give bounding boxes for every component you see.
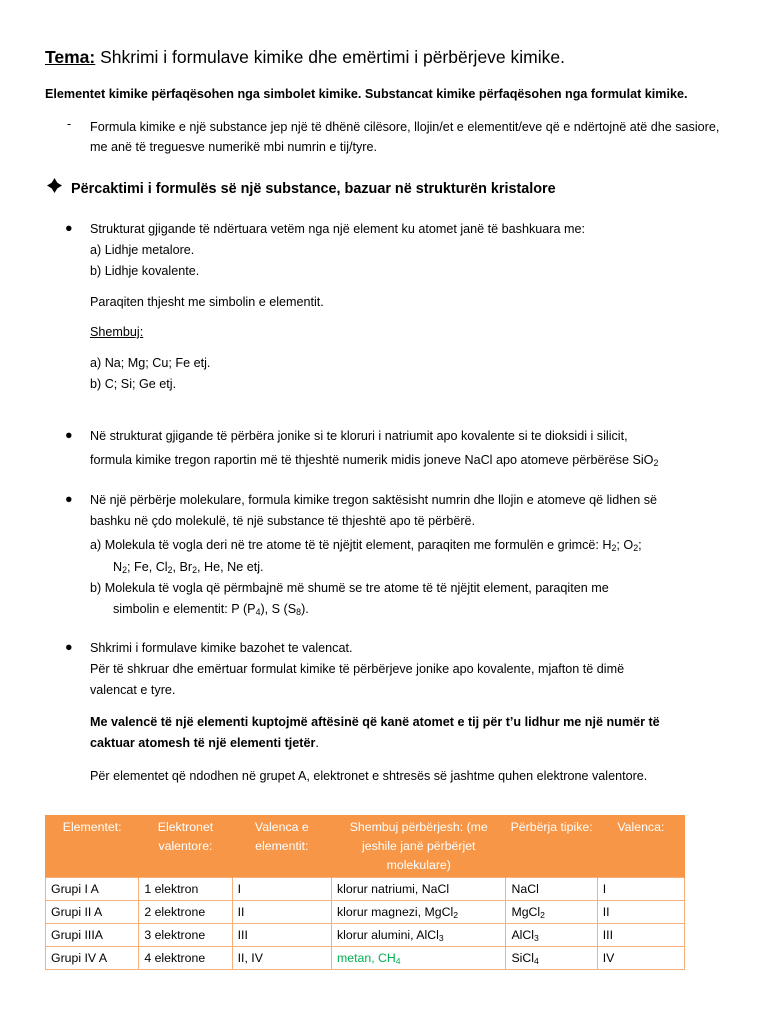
typical-sub: 2: [540, 910, 545, 921]
bullet-icon: ●: [65, 492, 73, 506]
b3-b2-text: ).: [301, 602, 309, 616]
b3-a-text: a) Molekula të vogla deri në tre atome të të njëjtit element, paraqiten me formulën e grimcë: H: [90, 538, 612, 552]
electrons-cell: 4 elektrone: [139, 947, 232, 970]
bullet-icon: ●: [65, 640, 73, 654]
typical-sub: 3: [534, 933, 539, 944]
example-b: b) C; Si; Ge etj.: [90, 377, 177, 391]
example-a: a) Na; Mg; Cu; Fe etj.: [90, 356, 211, 370]
b4-bold-line1: Me valencë të një elementi kuptojmë aftësinë që kanë atomet e tij për t’u lidhur me një numër të: [90, 715, 660, 729]
electrons-cell: 1 elektron: [139, 878, 232, 901]
example-sub: 2: [453, 910, 458, 921]
b3-b-line1: b) Molekula të vogla që përmbajnë më shumë se tre atome të të njëjtit element, paraqiten me: [90, 581, 609, 595]
bullet-icon: ●: [65, 428, 73, 442]
b3-b-line2: [113, 599, 309, 619]
group-cell: Grupi II A: [46, 901, 139, 924]
table-row: [46, 924, 685, 947]
header-cell: Valenca e elementit:: [232, 815, 331, 878]
b3-a-line1: [90, 535, 642, 555]
electrons-cell: 2 elektrone: [139, 901, 232, 924]
b3-a-sub: 2: [633, 543, 639, 554]
electrons-cell: 3 elektrone: [139, 924, 232, 947]
b3-b2-text: ), S (S: [260, 602, 297, 616]
b1-intro: Strukturat gjigande të ndërtuara vetëm nga një element ku atomet janë të bashkuara me:: [90, 222, 585, 236]
typical-cell: [506, 878, 597, 901]
example-sub: 4: [395, 956, 401, 967]
table-row: [46, 947, 685, 970]
b2-line2-sub: 2: [653, 458, 659, 469]
group-cell: Grupi I A: [46, 878, 139, 901]
header-cell: Shembuj përbërjesh: (me jeshile janë përbërjet molekulare): [332, 815, 506, 878]
typical-text: AlCl: [511, 928, 535, 942]
header-cell: Përbërja tipike:: [506, 815, 597, 878]
group-cell: Grupi IIIA: [46, 924, 139, 947]
example-cell: [332, 924, 506, 947]
table-header-row: [46, 815, 685, 878]
typical-text: NaCl: [511, 882, 539, 896]
diamond-bullet-icon: [47, 178, 63, 197]
typical-cell: [506, 901, 597, 924]
dash-marker: -: [67, 117, 72, 131]
valence2-cell: II: [597, 901, 684, 924]
section-heading: [47, 178, 556, 197]
title-label: Tema:: [45, 47, 96, 67]
b4-line3: valencat e tyre.: [90, 683, 176, 697]
b3-a-sub: 2: [611, 543, 617, 554]
b3-a2-text: , Br: [172, 560, 193, 574]
group-cell: Grupi IV A: [46, 947, 139, 970]
valence-cell: II, IV: [232, 947, 331, 970]
lead-paragraph: Elementet kimike përfaqësohen nga simbolet kimike. Substancat kimike përfaqësohen nga formulat kimike.: [45, 87, 688, 101]
b3-a2-sub: 2: [122, 565, 128, 576]
valence2-cell: III: [597, 924, 684, 947]
b4-line2: Për të shkruar dhe emërtuar formulat kimike të përbërjeve jonike apo kovalente, mjafton të dimë: [90, 662, 625, 676]
bullet-icon: ●: [65, 221, 73, 235]
valence-cell: I: [232, 878, 331, 901]
header-cell: Valenca:: [597, 815, 684, 878]
b3-a2-text: ; Fe, Cl: [127, 560, 168, 574]
b1-a: a) Lidhje metalore.: [90, 243, 195, 257]
example-text: klorur natriumi, NaCl: [337, 882, 450, 896]
valence2-cell: IV: [597, 947, 684, 970]
typical-cell: [506, 947, 597, 970]
valence-cell: II: [232, 901, 331, 924]
section-heading-text: Përcaktimi i formulës së një substance, bazuar në strukturën kristalore: [71, 181, 556, 197]
examples-label: Shembuj:: [90, 325, 144, 339]
example-cell: [332, 901, 506, 924]
b2-line1: Në strukturat gjigande të përbëra jonike si te kloruri i natriumit apo kovalente si te dioksidi i silicit,: [90, 429, 628, 443]
b4-bold-line2: [90, 733, 319, 753]
valence2-cell: I: [597, 878, 684, 901]
typical-text: MgCl: [511, 905, 541, 919]
example-cell-molecular: [332, 947, 506, 970]
b3-a2-text: , He, Ne etj.: [197, 560, 264, 574]
title-text: Shkrimi i formulave kimike dhe emërtimi i përbërjeve kimike.: [95, 47, 565, 67]
b2-line2-text: formula kimike tregon raportin më të thjeshtë numerik midis joneve NaCl apo atomeve përbërëse SiO: [90, 453, 654, 467]
b4-line1: Shkrimi i formulave kimike bazohet te valencat.: [90, 641, 353, 655]
b3-a2-sub: 2: [192, 565, 198, 576]
page-title: [45, 47, 565, 68]
example-cell: [332, 878, 506, 901]
b3-a2-text: N: [113, 560, 123, 574]
valence-cell: III: [232, 924, 331, 947]
header-cell: Elementet:: [46, 815, 139, 878]
b3-b2-sub: 4: [255, 607, 261, 618]
example-text: metan, CH: [337, 951, 396, 965]
b3-a-text: ;: [638, 538, 642, 552]
example-text: klorur alumini, AlCl: [337, 928, 439, 942]
b4-bold-end: .: [315, 736, 319, 750]
b3-a-text: ; O: [616, 538, 634, 552]
b3-a2-sub: 2: [167, 565, 173, 576]
b4-last: Për elementet që ndodhen në grupet A, elektronet e shtresës së jashtme quhen elektrone valentore.: [90, 769, 648, 783]
b2-line2: [90, 450, 658, 470]
table-row: [46, 878, 685, 901]
header-cell: Elektronet valentore:: [139, 815, 232, 878]
typical-text: SiCl: [511, 951, 535, 965]
typical-sub: 4: [534, 956, 539, 967]
typical-cell: [506, 924, 597, 947]
b1-simple: Paraqiten thjesht me simbolin e elementit.: [90, 295, 324, 309]
b3-line1: Në një përbërje molekulare, formula kimike tregon saktësisht numrin dhe llojin e atomeve që lidhen së: [90, 493, 658, 507]
dash-paragraph: Formula kimike e një substance jep një të dhënë cilësore, llojin/et e elementit/eve që e ndërtojnë atë dhe sasiore, me anë të treguesve numerikë mbi numrin e tij/tyre.: [90, 120, 720, 154]
example-text: klorur magnezi, MgCl: [337, 905, 454, 919]
example-sub: 3: [438, 933, 444, 944]
b3-b2-sub: 8: [296, 607, 302, 618]
b3-line2: bashku në çdo molekulë, të një substance të thjeshtë apo të përbërë.: [90, 514, 476, 528]
b3-a-line2: [113, 557, 264, 577]
b3-b2-text: simbolin e elementit: P (P: [113, 602, 256, 616]
table-row: [46, 901, 685, 924]
b1-b: b) Lidhje kovalente.: [90, 264, 200, 278]
b4-bold-text: caktuar atomesh të një elementi tjetër: [90, 736, 316, 750]
valence-table: [45, 815, 685, 970]
